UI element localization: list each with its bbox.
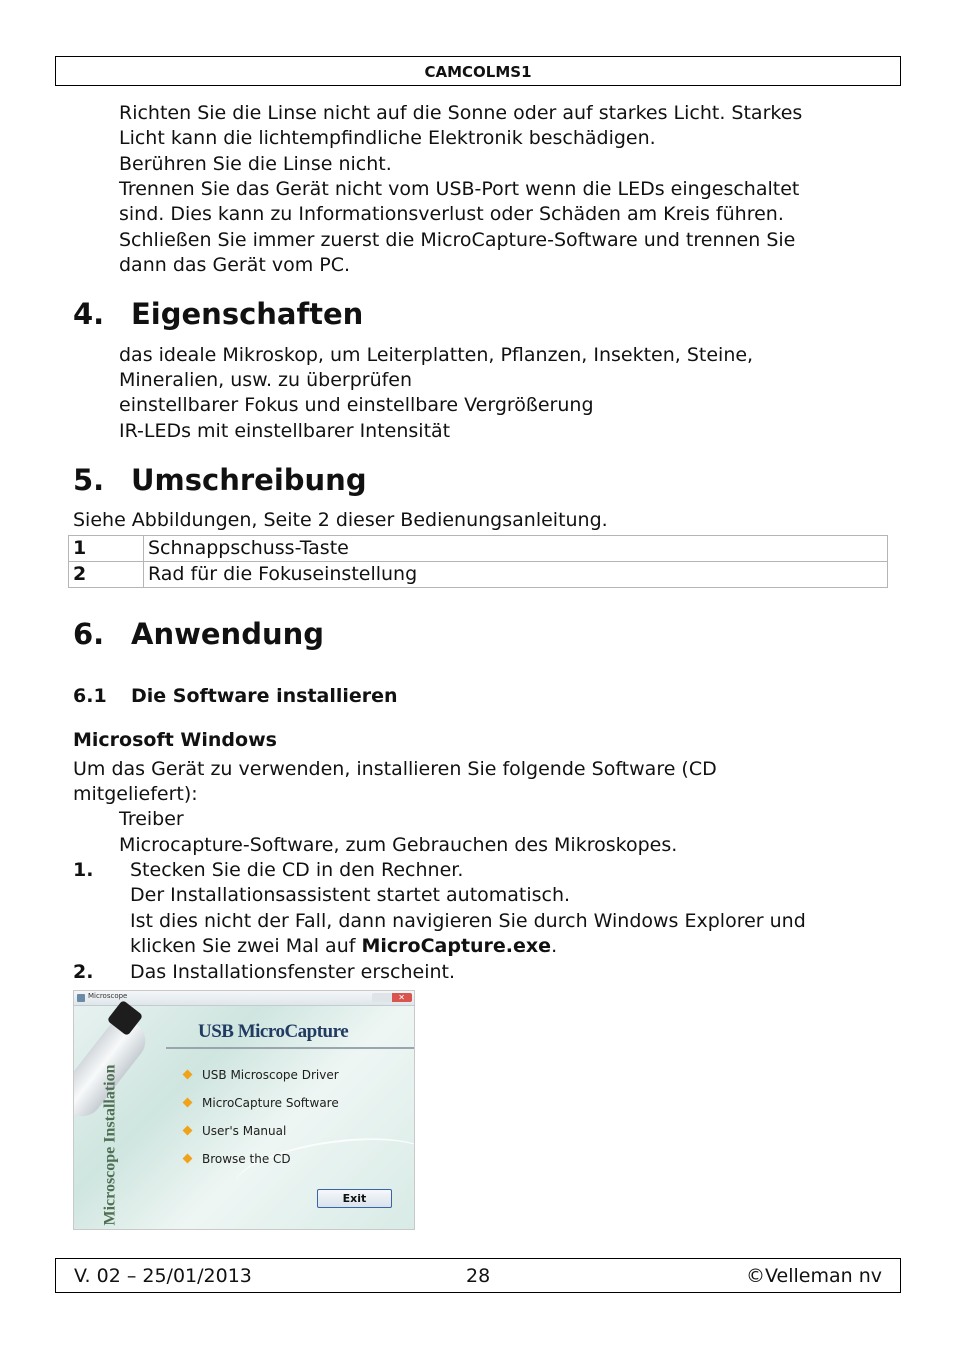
subsection-number: 6.1: [73, 685, 107, 707]
software-item: Treiber: [119, 808, 184, 830]
row-number: 2: [69, 562, 144, 588]
intro-line: Licht kann die lichtempfindliche Elektronik beschädigen.: [119, 127, 656, 149]
section-title: Eigenschaften: [131, 297, 364, 331]
step-line: Das Installationsfenster erscheint.: [130, 961, 456, 983]
section-number: 4.: [73, 297, 105, 331]
bullet-icon: [183, 1126, 193, 1136]
row-number: 1: [69, 536, 144, 562]
header-title: CAMCOLMS1: [424, 63, 532, 81]
menu-item-software: [202, 1096, 339, 1110]
section-number: 6.: [73, 617, 105, 651]
row-label: Schnappschuss-Taste: [144, 536, 888, 562]
menu-item-driver: [202, 1068, 339, 1082]
menu-label: Browse the CD: [202, 1152, 291, 1166]
software-item: Microcapture-Software, zum Gebrauchen des Mikroskopes.: [119, 834, 678, 856]
intro-line: dann das Gerät vom PC.: [119, 254, 351, 276]
subsection-heading: [73, 685, 398, 707]
section-number: 5.: [73, 463, 105, 497]
menu-label: USB Microscope Driver: [202, 1068, 339, 1082]
filename: MicroCapture.exe: [361, 935, 552, 957]
install-intro-line: mitgeliefert):: [73, 783, 198, 805]
step-line: Ist dies nicht der Fall, dann navigieren Sie durch Windows Explorer und: [130, 910, 806, 932]
table-row: [69, 562, 888, 588]
step-2: [73, 960, 903, 986]
menu-label: User's Manual: [202, 1124, 287, 1138]
bullet-icon: [183, 1098, 193, 1108]
menu-item-browse: [202, 1152, 291, 1166]
exit-button: Exit: [317, 1189, 392, 1208]
step-line: Der Installationsassistent startet automatisch.: [130, 884, 571, 906]
step-text: klicken Sie zwei Mal auf: [130, 935, 362, 957]
brand-title: USB MicroCapture: [198, 1021, 349, 1042]
step-number: 1.: [73, 859, 94, 881]
table-row: [69, 536, 888, 562]
menu-label: MicroCapture Software: [202, 1096, 339, 1110]
description-table: [68, 535, 888, 588]
os-heading: Microsoft Windows: [73, 729, 277, 751]
section-5-intro: Siehe Abbildungen, Seite 2 dieser Bedienungsanleitung.: [73, 509, 608, 531]
menu-item-manual: [202, 1124, 286, 1138]
app-icon: [77, 994, 85, 1002]
footer-page-number: 28: [466, 1265, 491, 1287]
intro-line: Trennen Sie das Gerät nicht vom USB-Port wenn die LEDs eingeschaltet: [119, 178, 800, 200]
installer-screenshot: [73, 990, 415, 1230]
row-label: Rad für die Fokuseinstellung: [144, 562, 888, 588]
page-footer: [55, 1258, 901, 1293]
close-icon: ✕: [398, 993, 405, 1002]
intro-line: Richten Sie die Linse nicht auf die Sonne oder auf starkes Licht. Starkes: [119, 102, 803, 124]
step-line: Stecken Sie die CD in den Rechner.: [130, 859, 464, 881]
brand-divider: [166, 1047, 415, 1049]
page-header: [55, 56, 901, 86]
intro-line: Berühren Sie die Linse nicht.: [119, 153, 392, 175]
step-number: 2.: [73, 961, 94, 983]
section-5-heading: [73, 463, 367, 497]
intro-line: sind. Dies kann zu Informationsverlust oder Schäden am Kreis führen.: [119, 203, 784, 225]
subsection-title: Die Software installieren: [131, 685, 398, 707]
step-1: [73, 858, 903, 960]
footer-version: V. 02 – 25/01/2013: [74, 1265, 252, 1287]
section-6-heading: [73, 617, 324, 651]
side-title: Microscope Installation: [101, 1064, 119, 1226]
window-title: Microscope: [88, 992, 128, 1000]
bullet-icon: [183, 1070, 193, 1080]
intro-line: Schließen Sie immer zuerst die MicroCapture-Software und trennen Sie: [119, 229, 796, 251]
step-line: [130, 934, 557, 960]
feature-line: einstellbarer Fokus und einstellbare Vergrößerung: [119, 394, 594, 416]
section-4-heading: [73, 297, 363, 331]
section-title: Anwendung: [131, 617, 325, 651]
feature-line: das ideale Mikroskop, um Leiterplatten, Pflanzen, Insekten, Steine,: [119, 344, 754, 366]
section-title: Umschreibung: [131, 463, 367, 497]
footer-copyright: ©Velleman nv: [746, 1265, 882, 1287]
install-intro-line: Um das Gerät zu verwenden, installieren Sie folgende Software (CD: [73, 758, 717, 780]
step-text: .: [551, 935, 558, 957]
feature-line: IR-LEDs mit einstellbarer Intensität: [119, 420, 451, 442]
window-controls: [372, 993, 412, 1002]
feature-line: Mineralien, usw. zu überprüfen: [119, 369, 413, 391]
bullet-icon: [183, 1154, 193, 1164]
